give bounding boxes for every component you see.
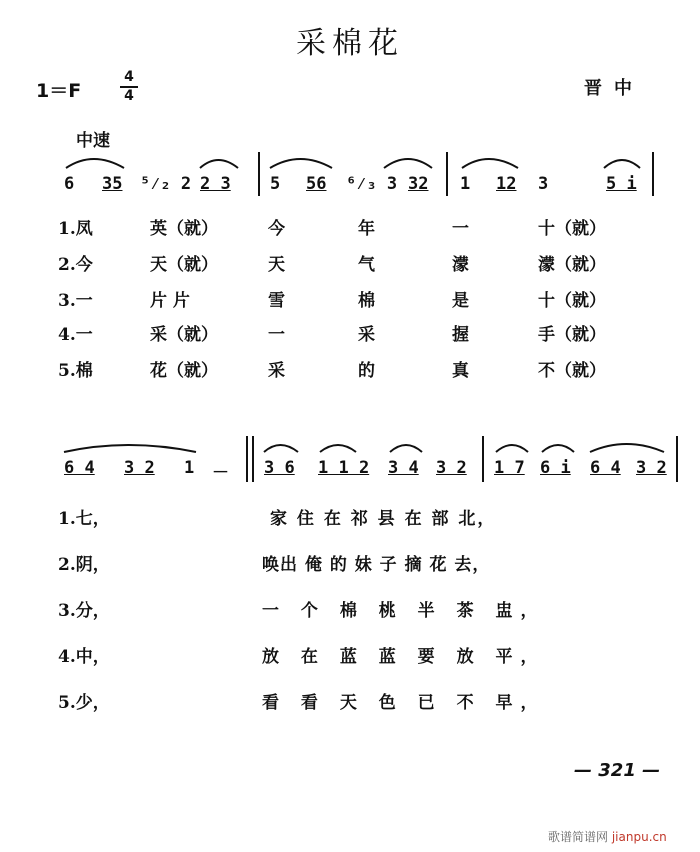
lyric: 1.凤 [58,219,93,239]
origin-label: 晋中 [584,78,644,99]
lyric: 3.一 [58,291,93,311]
slur-arc [270,159,332,168]
lyric: 花（就） [150,361,218,381]
lyric: 今 [268,219,285,239]
note-group: 6 4 [64,458,95,478]
slur-arc [320,445,356,452]
lyric: 一 个 棉 桃 半 茶 盅， [262,601,546,621]
slur-arc [496,445,528,452]
lyric: 3.分， [58,601,110,621]
lyric: 真 [452,361,469,381]
note-group: 3 6 [264,458,295,478]
note-group: 1 [460,174,471,194]
tempo-marking: 中速 [76,131,110,151]
time-sig-top: 4 [124,69,134,85]
lyric: 手（就） [538,325,606,345]
slur-arc [390,445,422,452]
slur-arc [200,160,238,168]
note-group: 1 7 [494,458,525,478]
note-group: 1 [184,458,195,478]
slur-arc [66,159,124,168]
lyric: 年 [358,219,375,239]
note-group: ⁵⁄₂ 2 [140,174,192,194]
slur-arc [604,160,640,168]
key-signature: 1＝F [36,80,82,102]
note-group: 12 [496,174,517,194]
lyric: 1.七， [58,509,110,529]
lyric: 握 [452,325,469,345]
note-group: 5 [270,174,281,194]
page-number: — 321 — [574,760,661,781]
lyric: 采 [268,361,285,381]
lyric: 天（就） [150,255,218,275]
note-group: 1 1 2 [318,458,370,478]
lyric: 唤出 俺 的 妹 子 摘 花 去， [262,555,491,575]
lyric: 是 [452,291,469,311]
note-group: 5 i [606,174,637,194]
lyric: 采 [358,325,375,345]
lyric: 4.一 [58,325,93,345]
lyric: 片 片 [150,291,190,311]
time-sig-bottom: 4 [124,88,134,104]
lyric: 棉 [358,291,375,311]
note-group: 6 [64,174,75,194]
slur-arc [384,159,432,168]
note-group: 2 3 [200,174,231,194]
note-group: 3 [538,174,549,194]
watermark-text: 歌谱简谱网 [548,830,609,844]
slur-arc [462,159,518,168]
watermark [548,828,667,845]
note-group: 3 4 [388,458,419,478]
lyric: 2.阴， [58,555,110,575]
note-group: 3 2 [636,458,667,478]
note-group: ⁶⁄₃ 3 [346,174,398,194]
watermark-url: jianpu.cn [611,830,667,844]
lyric: 采（就） [150,325,218,345]
lyric: 濛（就） [538,255,606,275]
lyric: 天 [268,255,285,275]
note-group: － [212,463,229,483]
note-group: 35 [102,174,123,194]
note-group: 3 2 [124,458,155,478]
note-group: 6 4 [590,458,621,478]
slur-arc [64,445,196,452]
lyric: 5.少， [58,693,110,713]
lyric: 4.中， [58,647,110,667]
slur-arc [542,445,574,452]
lyric: 放 在 蓝 蓝 要 放 平， [262,647,546,667]
slur-arc [264,445,298,452]
lyric: 不（就） [538,361,606,381]
lyric: 一 [268,325,285,345]
lyric: 看 看 天 色 已 不 早， [262,693,546,713]
lyric: 英（就） [150,219,218,239]
slur-arc [590,444,664,452]
lyric: 一 [452,219,469,239]
lyric: 气 [358,255,375,275]
note-group: 6 i [540,458,571,478]
note-group: 56 [306,174,327,194]
lyric: 雪 [268,291,285,311]
lyric: 十（就） [538,219,606,239]
note-group: 3 2 [436,458,467,478]
lyric: 2.今 [58,255,93,275]
lyric: 濛 [452,255,469,275]
lyric: 家 住 在 祁 县 在 部 北， [270,509,497,529]
note-group: 32 [408,174,429,194]
song-title: 采棉花 [296,26,404,61]
lyric: 十（就） [538,291,606,311]
lyric: 5.棉 [58,361,93,381]
lyric: 的 [358,361,375,381]
